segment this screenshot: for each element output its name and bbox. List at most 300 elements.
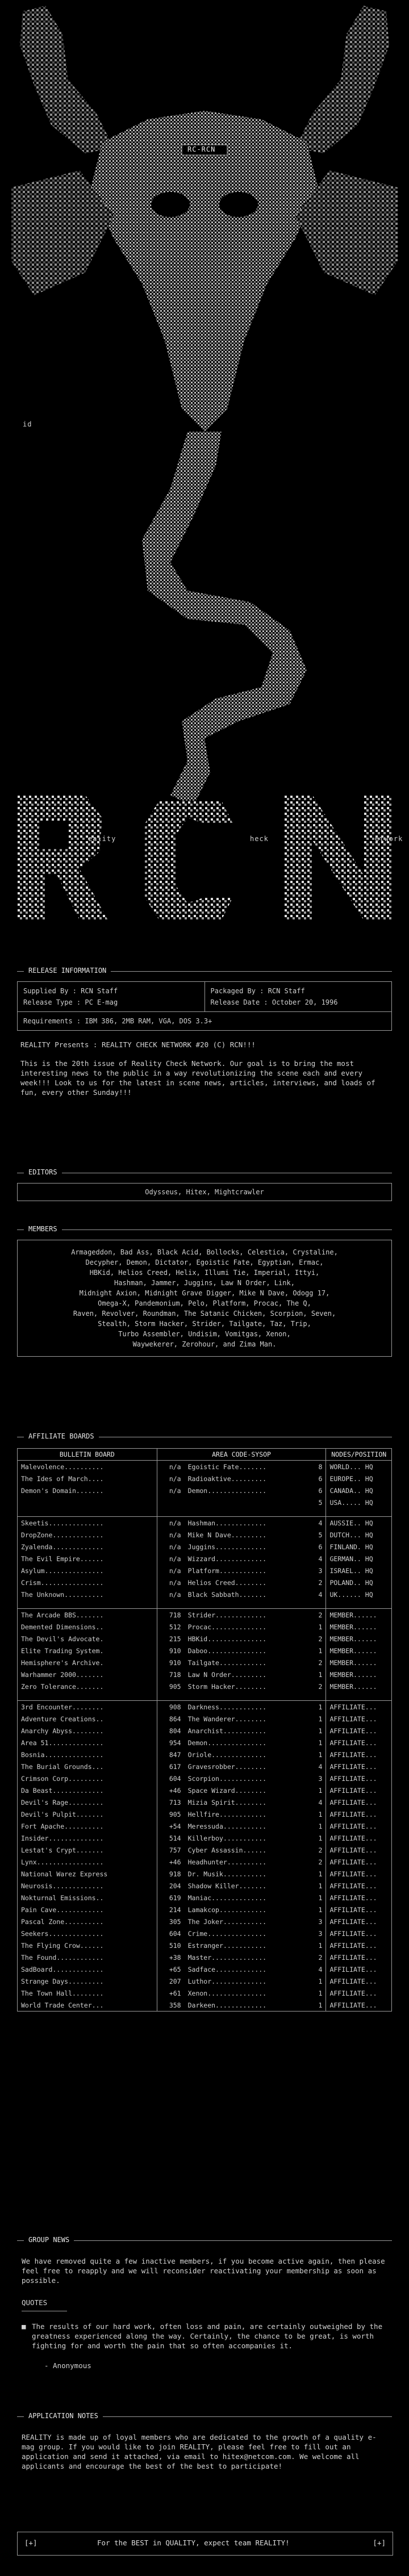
table-row — [18, 1621, 392, 1633]
area-code: 604 — [157, 1927, 184, 1939]
area-code — [157, 1496, 184, 1508]
table-row — [18, 1963, 392, 1975]
position: AFFILIATE... — [326, 1737, 392, 1749]
board-name: Skeetis.............. — [18, 1517, 157, 1529]
position: DUTCH... HQ — [326, 1529, 392, 1541]
table-row — [18, 1987, 392, 1999]
table-row — [18, 1796, 392, 1808]
left-horn-shape — [20, 6, 114, 153]
affiliates-body — [18, 1461, 392, 2012]
board-name: Asylum............... — [18, 1565, 157, 1576]
app-notes-section — [17, 2411, 392, 2471]
position: CANADA.. HQ — [326, 1484, 392, 1496]
sysop-name: HBKid............... — [187, 1634, 267, 1643]
board-name: Fort Apache.......... — [18, 1820, 157, 1832]
sysop-name: Black Sabbath....... — [187, 1590, 267, 1599]
quote-text — [22, 2322, 387, 2351]
quote-author: - Anonymous — [44, 2361, 91, 2370]
sysop-name: Platform............ — [187, 1566, 267, 1575]
sysop-name: Estranger........... — [187, 1941, 267, 1950]
area-code: 514 — [157, 1832, 184, 1844]
node-count: 1 — [311, 1784, 326, 1796]
area-code: n/a — [157, 1473, 184, 1484]
area-code: 954 — [157, 1737, 184, 1749]
table-row — [18, 1657, 392, 1668]
supplied-by: Supplied By : RCN Staff — [23, 987, 118, 995]
area-code: 864 — [157, 1713, 184, 1725]
node-count: 2 — [311, 1657, 326, 1668]
affiliates-section — [17, 1431, 392, 2012]
board-name: National Warez Express — [18, 1868, 157, 1880]
members-line: Waywekerer, Zerohour, and Zima Man. — [132, 1340, 277, 1348]
table-row — [18, 1588, 392, 1600]
node-count: 8 — [311, 1461, 326, 1473]
board-name: Seekers.............. — [18, 1927, 157, 1939]
area-code: n/a — [157, 1517, 184, 1529]
affiliates-table — [17, 1448, 392, 2012]
node-count: 4 — [311, 1588, 326, 1600]
members-line: Stealth, Storm Hacker, Strider, Tailgate, Taz, Trip, — [98, 1320, 311, 1328]
area-code: n/a — [157, 1529, 184, 1541]
area-code: 619 — [157, 1892, 184, 1904]
position: AFFILIATE... — [326, 1916, 392, 1927]
position: UK...... HQ — [326, 1588, 392, 1600]
node-count: 1 — [311, 1832, 326, 1844]
area-code: n/a — [157, 1541, 184, 1553]
sysop-name: Lamakcop............ — [187, 1905, 267, 1914]
position: FINLAND. HQ — [326, 1541, 392, 1553]
editors-names: Odysseus, Hitex, Mightcrawler — [145, 1188, 264, 1196]
area-code: 905 — [157, 1680, 184, 1692]
area-code: 604 — [157, 1772, 184, 1784]
position: AFFILIATE... — [326, 1796, 392, 1808]
board-name: The Flying Crow...... — [18, 1939, 157, 1951]
requirements: Requirements : IBM 386, 2MB RAM, VGA, DOS 3.3+ — [23, 1017, 212, 1025]
node-count: 5 — [311, 1529, 326, 1541]
board-name: Lestat's Crypt....... — [18, 1844, 157, 1856]
release-type: Release Type : PC E-mag — [23, 998, 118, 1006]
logo-side-id: id — [23, 420, 32, 428]
area-code: 207 — [157, 1975, 184, 1987]
release-header — [17, 965, 392, 978]
node-count: 3 — [311, 1927, 326, 1939]
letter-r — [17, 795, 108, 920]
node-count: 4 — [311, 1760, 326, 1772]
area-code: n/a — [157, 1565, 184, 1576]
members-line: Decypher, Demon, Dictator, Egoistic Fate, Egyptian, Ermac, — [85, 1258, 324, 1266]
table-row — [18, 1916, 392, 1927]
ascii-art-logo — [0, 0, 409, 943]
board-name: Da Beast............. — [18, 1784, 157, 1796]
node-count: 2 — [311, 1576, 326, 1588]
table-row — [18, 1633, 392, 1645]
table-row — [18, 1904, 392, 1916]
members-header-label: MEMBERS — [24, 1225, 62, 1233]
area-code: 847 — [157, 1749, 184, 1760]
node-count: 2 — [311, 1609, 326, 1621]
sysop-name: Cyber Assassin...... — [187, 1846, 267, 1854]
quotes-label: QUOTES — [22, 2298, 48, 2307]
node-count: 1 — [311, 1668, 326, 1680]
release-body: This is the 20th issue of Reality Check Network. Our goal is to bring the most interesting news to the public in a way revolutionizing the scene each and every week!!! Look to us for the latest in scene news, articles, interviews, and loads of fun, every other Sunday!!! — [20, 1059, 375, 1097]
sysop-name: Shadow Killer....... — [187, 1881, 267, 1890]
position: AFFILIATE... — [326, 1999, 392, 2012]
group-news-section — [17, 2235, 392, 2370]
table-row — [18, 1927, 392, 1939]
node-count: 4 — [311, 1517, 326, 1529]
area-code: 910 — [157, 1657, 184, 1668]
area-code: n/a — [157, 1576, 184, 1588]
position: AFFILIATE... — [326, 1880, 392, 1892]
right-eye-shape — [219, 192, 258, 217]
board-name: 3rd Encounter........ — [18, 1701, 157, 1713]
members-line: Omega-X, Pandemonium, Pelo, Platform, Procac, The Q, — [98, 1299, 311, 1307]
position: AFFILIATE... — [326, 1749, 392, 1760]
letter-n — [284, 795, 392, 920]
logo-tag: RC-RCN — [187, 145, 216, 153]
release-section — [17, 965, 392, 1097]
node-count: 6 — [311, 1484, 326, 1496]
table-row — [18, 1880, 392, 1892]
sysop-name: Meressuda........... — [187, 1822, 267, 1830]
sysop-name: Luthor.............. — [187, 1977, 267, 1985]
position: AFFILIATE... — [326, 1832, 392, 1844]
board-name: The Ides of March.... — [18, 1473, 157, 1484]
node-count: 2 — [311, 1844, 326, 1856]
sysop-name: Sadface............. — [187, 1965, 267, 1973]
area-code: 617 — [157, 1760, 184, 1772]
position: AFFILIATE... — [326, 1760, 392, 1772]
table-row — [18, 1772, 392, 1784]
table-row — [18, 1939, 392, 1951]
node-count: 1 — [311, 1645, 326, 1657]
node-count: 1 — [311, 1749, 326, 1760]
position: MEMBER...... — [326, 1609, 392, 1621]
members-line: Turbo Assembler, Undisim, Vomitgas, Xenon, — [118, 1330, 291, 1338]
position: AFFILIATE... — [326, 1868, 392, 1880]
board-name: SadBoard............. — [18, 1963, 157, 1975]
board-name: Crimson Corp......... — [18, 1772, 157, 1784]
release-box — [17, 981, 392, 1031]
board-name: Lynx................. — [18, 1856, 157, 1868]
position: AFFILIATE... — [326, 1808, 392, 1820]
node-count: 1 — [311, 1939, 326, 1951]
col-bulletin-board: BULLETIN BOARD — [18, 1449, 157, 1461]
members-line: Armageddon, Bad Ass, Black Acid, Bollocks, Celestica, Crystaline, — [71, 1248, 338, 1256]
position: MEMBER...... — [326, 1668, 392, 1680]
node-count: 2 — [311, 1856, 326, 1868]
editors-header-label: EDITORS — [24, 1168, 62, 1176]
board-name: Strange Days......... — [18, 1975, 157, 1987]
area-code: 204 — [157, 1880, 184, 1892]
board-name: Devil's Rage......... — [18, 1796, 157, 1808]
area-code: 358 — [157, 1999, 184, 2012]
board-name: Neurosis............. — [18, 1880, 157, 1892]
board-name: Pascal Zone.......... — [18, 1916, 157, 1927]
sysop-name: Storm Hacker........ — [187, 1682, 267, 1691]
area-code: +46 — [157, 1784, 184, 1796]
board-name: Zyalenda............. — [18, 1541, 157, 1553]
table-row — [18, 1868, 392, 1880]
area-code: 214 — [157, 1904, 184, 1916]
logo-word-network: etwork — [375, 835, 403, 843]
area-code: n/a — [157, 1461, 184, 1473]
editors-section — [17, 1167, 392, 1201]
footer-left-mark: [+] — [24, 2539, 37, 2547]
sysop-name: Master.............. — [187, 1953, 267, 1962]
board-name: Warhammer 2000....... — [18, 1668, 157, 1680]
footer-banner — [17, 2532, 393, 2556]
node-count: 1 — [311, 1975, 326, 1987]
position: AFFILIATE... — [326, 1701, 392, 1713]
table-row — [18, 1749, 392, 1760]
sysop-name: Killerboy........... — [187, 1834, 267, 1842]
release-date: Release Date : October 20, 1996 — [210, 998, 338, 1006]
position: AFFILIATE... — [326, 1927, 392, 1939]
app-notes-body: REALITY is made up of loyal members who are dedicated to the growth of a quality e-mag group. If you would like to join REALITY, please feel free to fill out an application and send it attached, via email to hitex@netcom.com. We welcome all applicants and encourage the best of the best to participate! — [22, 2433, 377, 2470]
members-line: Midnight Axion, Midnight Grave Digger, Mike N Dave, Odogg 17, — [79, 1289, 330, 1297]
area-code: 305 — [157, 1916, 184, 1927]
sysop-name: Strider............. — [187, 1611, 267, 1619]
app-notes-header-label: APPLICATION NOTES — [24, 2412, 103, 2420]
board-name: The Found............ — [18, 1951, 157, 1963]
table-row — [18, 1713, 392, 1725]
left-eye-shape — [151, 192, 190, 217]
area-code: 718 — [157, 1609, 184, 1621]
sysop-name: Hashman............. — [187, 1519, 267, 1527]
area-code: +61 — [157, 1987, 184, 1999]
table-row — [18, 1645, 392, 1657]
position: AFFILIATE... — [326, 1951, 392, 1963]
board-name: Malevolence.......... — [18, 1461, 157, 1473]
area-code: 713 — [157, 1796, 184, 1808]
position: MEMBER...... — [326, 1633, 392, 1645]
position: AFFILIATE... — [326, 1820, 392, 1832]
node-count: 4 — [311, 1796, 326, 1808]
col-nodes-position: NODES/POSITION — [326, 1449, 392, 1461]
table-group-divider — [18, 1600, 392, 1609]
table-row — [18, 1951, 392, 1963]
area-code: n/a — [157, 1588, 184, 1600]
node-count: 3 — [311, 1772, 326, 1784]
sysop-name: Maniac.............. — [187, 1893, 267, 1902]
table-row — [18, 1760, 392, 1772]
area-code: 215 — [157, 1633, 184, 1645]
board-name: Area 51.............. — [18, 1737, 157, 1749]
position: AFFILIATE... — [326, 1939, 392, 1951]
table-row — [18, 1461, 392, 1473]
members-line: HBKid, Helios Creed, Helix, Illumi Tie, Imperial, Ittyi, — [89, 1269, 320, 1277]
position: AFFILIATE... — [326, 1713, 392, 1725]
sysop-name: Demon............... — [187, 1486, 267, 1495]
table-row — [18, 1484, 392, 1496]
sysop-name: The Wanderer........ — [187, 1714, 267, 1723]
area-code: 512 — [157, 1621, 184, 1633]
sysop-name: Xenon............... — [187, 1989, 267, 1997]
sysop-name: Demon............... — [187, 1738, 267, 1747]
area-code: +38 — [157, 1951, 184, 1963]
table-row — [18, 1473, 392, 1484]
sysop-name: Darkeen............. — [185, 1999, 311, 2012]
release-header-label: RELEASE INFORMATION — [24, 967, 111, 975]
position: AFFILIATE... — [326, 1975, 392, 1987]
node-count: 1 — [311, 1820, 326, 1832]
position: GERMAN.. HQ — [326, 1553, 392, 1565]
board-name: Hemisphere's Archive. — [18, 1657, 157, 1668]
position: EUROPE.. HQ — [326, 1473, 392, 1484]
position: MEMBER...... — [326, 1621, 392, 1633]
board-name: Insider.............. — [18, 1832, 157, 1844]
position: AFFILIATE... — [326, 1772, 392, 1784]
board-name: Nokturnal Emissions.. — [18, 1892, 157, 1904]
node-count: 1 — [311, 1713, 326, 1725]
members-line: Hashman, Jammer, Juggins, Law N Order, Link, — [114, 1279, 295, 1287]
node-count: 4 — [311, 1963, 326, 1975]
table-row — [18, 1529, 392, 1541]
table-group-divider — [18, 1692, 392, 1701]
editors-box — [17, 1183, 392, 1201]
table-row — [18, 1784, 392, 1796]
sysop-name: Darkness............ — [187, 1703, 267, 1711]
table-row — [18, 1832, 392, 1844]
sysop-name: Tailgate............ — [187, 1658, 267, 1667]
rcn-letters — [17, 795, 392, 920]
board-name: The Arcade BBS....... — [18, 1609, 157, 1621]
board-name: Anarchy Abyss........ — [18, 1725, 157, 1737]
node-count: 6 — [311, 1541, 326, 1553]
table-row — [18, 1565, 392, 1576]
node-count: 5 — [311, 1496, 326, 1508]
node-count: 3 — [311, 1916, 326, 1927]
node-count: 3 — [311, 1565, 326, 1576]
sysop-name: Scorpion............ — [187, 1774, 267, 1783]
sysop-name: Space Wizard........ — [187, 1786, 267, 1795]
area-code: 804 — [157, 1725, 184, 1737]
board-name: Crism................ — [18, 1576, 157, 1588]
sysop-name — [185, 1496, 311, 1508]
area-code: n/a — [157, 1484, 184, 1496]
area-code: 910 — [157, 1645, 184, 1657]
logo-word-reality: eality — [88, 835, 116, 843]
board-name: Demented Dimensions.. — [18, 1621, 157, 1633]
table-row — [18, 1668, 392, 1680]
board-name: DropZone............. — [18, 1529, 157, 1541]
area-code: 905 — [157, 1808, 184, 1820]
position: USA..... HQ — [326, 1496, 392, 1508]
node-count: 6 — [311, 1473, 326, 1484]
node-count: 1 — [311, 1999, 326, 2012]
sysop-name: Law N Order......... — [187, 1670, 267, 1679]
group-news-body: We have removed quite a few inactive members, if you become active again, then please feel free to reapply and we will reconsider reactivating your membership as soon as possible. — [22, 2257, 385, 2285]
board-name: Zero Tolerance....... — [18, 1680, 157, 1692]
group-news-header-label: GROUP NEWS — [24, 2236, 74, 2244]
position: AFFILIATE... — [326, 1892, 392, 1904]
sysop-name: Juggins............. — [187, 1542, 267, 1551]
letter-c — [145, 801, 233, 920]
skull-shape — [91, 111, 318, 432]
node-count: 1 — [311, 1868, 326, 1880]
position: AUSSIE.. HQ — [326, 1517, 392, 1529]
area-code: 918 — [157, 1868, 184, 1880]
position: ISRAEL.. HQ — [326, 1565, 392, 1576]
table-row — [18, 1844, 392, 1856]
board-name — [18, 1496, 157, 1508]
area-code: 908 — [157, 1701, 184, 1713]
position: MEMBER...... — [326, 1657, 392, 1668]
area-code: +54 — [157, 1820, 184, 1832]
sysop-name: Gravesrobber........ — [187, 1762, 267, 1771]
sysop-name: Dr. Musik........... — [187, 1870, 267, 1878]
table-row — [18, 1725, 392, 1737]
node-count: 1 — [311, 1808, 326, 1820]
footer-right-mark: [+] — [373, 2539, 386, 2547]
area-code: 757 — [157, 1844, 184, 1856]
sysop-name: Hellfire............ — [187, 1810, 267, 1818]
sysop-name: Procac.............. — [187, 1622, 267, 1631]
affiliates-header-label: AFFILIATE BOARDS — [24, 1432, 99, 1440]
board-name: Devil's Pulpit....... — [18, 1808, 157, 1820]
table-row — [18, 1517, 392, 1529]
sysop-name: Radioaktive......... — [187, 1474, 267, 1483]
logo-word-check: heck — [250, 835, 269, 843]
node-count: 1 — [311, 1880, 326, 1892]
node-count: 4 — [311, 1553, 326, 1565]
table-row — [18, 1856, 392, 1868]
area-code: n/a — [157, 1553, 184, 1565]
table-row — [18, 1975, 392, 1987]
board-name: The Town Hall........ — [18, 1987, 157, 1999]
area-code: +46 — [157, 1856, 184, 1868]
node-count: 1 — [311, 1725, 326, 1737]
board-name: Bosnia............... — [18, 1749, 157, 1760]
sysop-name: Mizia Spirit........ — [187, 1798, 267, 1806]
table-row — [18, 1576, 392, 1588]
packaged-by: Packaged By : RCN Staff — [210, 987, 305, 995]
sysop-name: Mike N Dave......... — [187, 1530, 267, 1539]
members-line: Raven, Revolver, Roundman, The Satanic Chicken, Scorpion, Seven, — [73, 1310, 336, 1318]
release-presents: REALITY Presents : REALITY CHECK NETWORK #20 (C) RCN!!! — [20, 1040, 256, 1049]
table-row — [18, 1701, 392, 1713]
sysop-name: Oriole.............. — [187, 1750, 267, 1759]
area-code: +65 — [157, 1963, 184, 1975]
position: AFFILIATE... — [326, 1904, 392, 1916]
table-row — [18, 1999, 392, 2012]
sysop-name: Crime............... — [187, 1929, 267, 1938]
serpent-body-shape — [142, 432, 307, 806]
sysop-name: Anarchist........... — [187, 1726, 267, 1735]
board-name: Adventure Creations.. — [18, 1713, 157, 1725]
position: AFFILIATE... — [326, 1987, 392, 1999]
position: MEMBER...... — [326, 1680, 392, 1692]
position: AFFILIATE... — [326, 1784, 392, 1796]
board-name: Pain Cave............ — [18, 1904, 157, 1916]
node-count: 2 — [311, 1633, 326, 1645]
members-section — [17, 1224, 392, 1357]
position: POLAND.. HQ — [326, 1576, 392, 1588]
table-row — [18, 1609, 392, 1621]
table-row — [18, 1496, 392, 1508]
members-box — [17, 1240, 392, 1357]
board-name: Demon's Domain....... — [18, 1484, 157, 1496]
position: AFFILIATE... — [326, 1725, 392, 1737]
table-row — [18, 1737, 392, 1749]
node-count: 1 — [311, 1621, 326, 1633]
node-count: 2 — [311, 1951, 326, 1963]
sysop-name: Helios Creed........ — [187, 1578, 267, 1587]
position: AFFILIATE... — [326, 1844, 392, 1856]
position: AFFILIATE... — [326, 1856, 392, 1868]
area-code: 510 — [157, 1939, 184, 1951]
